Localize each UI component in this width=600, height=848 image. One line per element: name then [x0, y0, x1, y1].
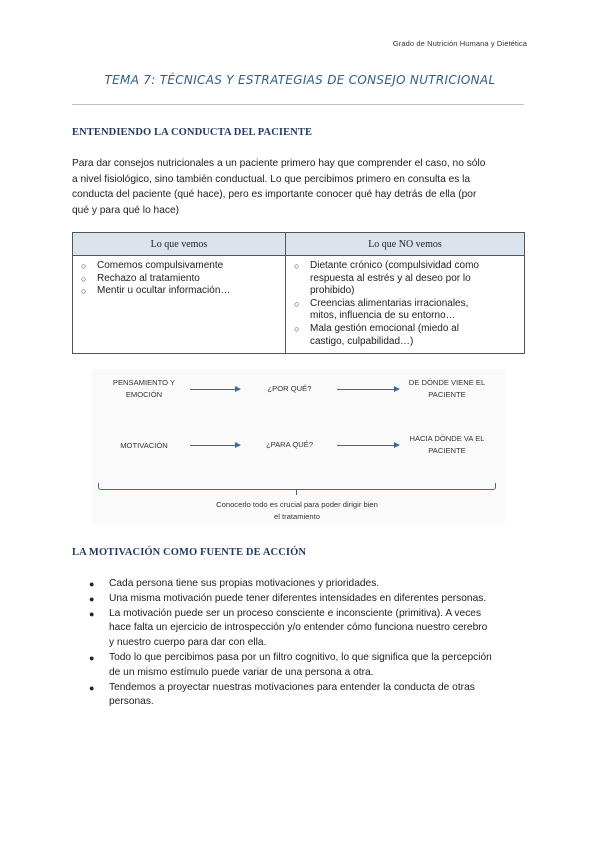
list-item: ● Cada persona tiene sus propias motivaciones y prioridades.: [72, 577, 532, 592]
bullet-icon: ●: [89, 608, 95, 619]
arrow-line: [190, 445, 236, 446]
bullet-icon: ●: [89, 652, 95, 663]
list-item: ○ Rechazo al tratamiento: [81, 272, 200, 284]
diagram-label-why: ¿POR QUÉ?: [267, 384, 312, 393]
bullet-icon: ●: [89, 579, 95, 589]
diagram-label-thought: PENSAMIENTO Y EMOCIÓN: [112, 378, 176, 399]
list-item: ○ Mala gestión emocional (miedo al castigo, culpabilidad…): [294, 322, 459, 347]
list-item: ○ Mentir u ocultar información…: [81, 285, 231, 297]
circle-bullet-icon: ○: [294, 298, 300, 309]
section-heading-motivacion: LA MOTIVACIÓN COMO FUENTE DE ACCIÓN: [72, 547, 307, 558]
table-cell-not-visible: [286, 256, 525, 354]
page-title: TEMA 7: TÉCNICAS Y ESTRATEGIAS DE CONSEJO NUTRICIONAL: [104, 73, 496, 87]
arrow-right-icon: [235, 442, 241, 448]
circle-bullet-icon: ○: [294, 261, 300, 271]
arrow-line: [190, 389, 236, 390]
motivation-list: [72, 577, 532, 710]
course-header: Grado de Nutrición Humana y Dietética: [392, 39, 527, 48]
circle-bullet-icon: ○: [294, 323, 300, 334]
diagram-label-motivation: MOTIVACIÓN: [120, 441, 168, 450]
paragraph-line: a nivel fisiológico, sino también conductual. Lo que percibimos primero en consulta es la: [72, 173, 471, 185]
bullet-icon: ●: [89, 682, 95, 693]
brace-tick: [296, 489, 297, 495]
paragraph-line: qué y para qué lo hace): [72, 204, 180, 216]
title-divider: [72, 104, 524, 105]
list-item: ○ Comemos compulsivamente: [81, 260, 224, 271]
table-header-visible: Lo que vemos: [73, 233, 286, 256]
circle-bullet-icon: ○: [81, 273, 87, 284]
list-item: ○ Creencias alimentarias irracionales, mitos, influencia de su entorno…: [294, 297, 469, 322]
circle-bullet-icon: ○: [81, 286, 87, 297]
arrow-right-icon: [235, 386, 241, 392]
table-cell-visible: [73, 256, 286, 354]
list-item: ● Todo lo que percibimos pasa por un filtro cognitivo, lo que significa que la percepción de un mismo estímulo puede variar de una persona a otra.: [89, 651, 492, 678]
paragraph-line: conducta del paciente (qué hace), pero es importante conocer qué hay detrás de ella (por: [72, 189, 477, 200]
brace-bracket: [98, 483, 496, 490]
circle-bullet-icon: ○: [81, 261, 87, 271]
arrow-line: [337, 389, 395, 390]
diagram-caption: Conocerlo todo es crucial para poder dirigir bien el tratamiento: [216, 500, 378, 521]
diagram-label-destination: HACIA DÓNDE VA EL PACIENTE: [409, 434, 485, 455]
intro-paragraph: [72, 156, 532, 218]
paragraph-line: Para dar consejos nutricionales a un paciente primero hay que comprender el caso, no sólo: [72, 158, 486, 169]
behavior-table: [72, 232, 525, 354]
list-item: ● Tendemos a proyectar nuestras motivaciones para entender la conducta de otras personas.: [89, 681, 475, 708]
arrow-line: [337, 445, 395, 446]
list-item: ● Una misma motivación puede tener diferentes intensidades en diferentes personas.: [72, 592, 532, 607]
section-heading-conducta: ENTENDIENDO LA CONDUCTA DEL PACIENTE: [72, 127, 313, 138]
list-item: ● La motivación puede ser un proceso consciente e inconsciente (primitiva). A veces hace falta un ejercicio de introspección y/o entender cómo funciona nuestro cerebro y nuestro cuerpo para dar con ella.: [89, 607, 488, 649]
list-item: ○ Dietante crónico (compulsividad como respuesta al estrés y al deseo por lo prohibido): [294, 260, 479, 297]
motivation-diagram: [92, 369, 505, 524]
diagram-label-origin: DE DÓNDE VIENE EL PACIENTE: [408, 378, 486, 399]
table-header-not-visible: Lo que NO vemos: [286, 233, 525, 256]
bullet-icon: ●: [89, 593, 95, 604]
diagram-label-what-for: ¿PARA QUÉ?: [265, 440, 314, 449]
